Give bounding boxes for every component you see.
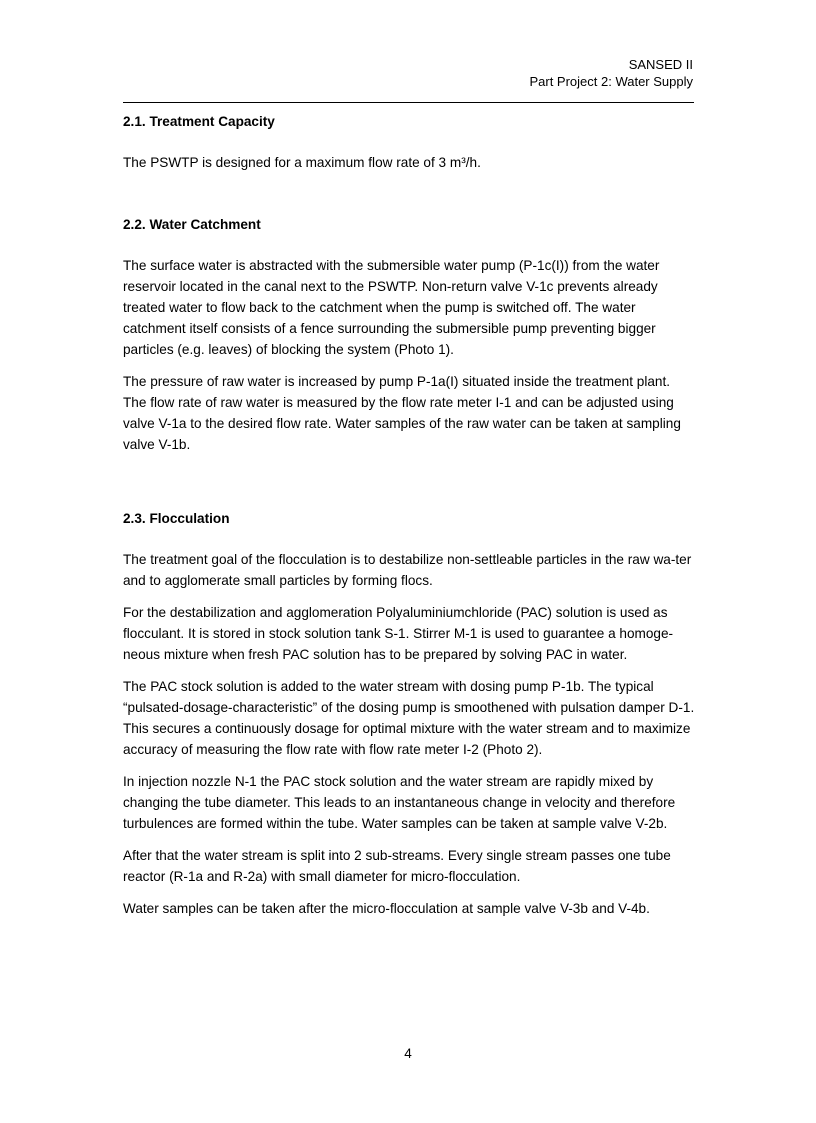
paragraph: The treatment goal of the flocculation is to destabilize non-settleable particles in the raw wa-ter and to agglomerate small particles by forming flocs. <box>123 552 692 588</box>
section-heading-water-catchment: 2.2. Water Catchment <box>123 217 261 232</box>
header-divider <box>123 102 694 103</box>
paragraph: The surface water is abstracted with the submersible water pump (P-1c(I)) from the water reservoir located in the canal next to the PSWTP. Non-return valve V-1c prevents already treated water to flow back to the catchment when the pump is switched off. The water catchment itself consists of a fence surrounding the submersible pump preventing bigger particles (e.g. leaves) of blocking the system (Photo 1). <box>123 258 660 357</box>
paragraph: Water samples can be taken after the micro-flocculation at sample valve V-3b and V-4b. <box>123 901 650 916</box>
section-heading-treatment-capacity: 2.1. Treatment Capacity <box>123 114 275 129</box>
paragraph: In injection nozzle N-1 the PAC stock solution and the water stream are rapidly mixed by changing the tube diameter. This leads to an instantaneous change in velocity and therefore turbulences are formed within the tube. Water samples can be taken at sample valve V-2b. <box>123 774 676 831</box>
page-number: 4 <box>404 1046 412 1061</box>
paragraph: The PSWTP is designed for a maximum flow rate of 3 m³/h. <box>123 155 481 170</box>
header-part-title: Part Project 2: Water Supply <box>529 74 693 89</box>
paragraph: The PAC stock solution is added to the water stream with dosing pump P-1b. The typical “pulsated-dosage-characteristic” of the dosing pump is smoothened with pulsation damper D-1. This secures a continuously dosage for optimal mixture with the water stream and to maximize accuracy of measuring the flow rate with flow rate meter I-2 (Photo 2). <box>123 679 695 757</box>
document-body <box>123 111 695 919</box>
paragraph: The pressure of raw water is increased by pump P-1a(I) situated inside the treatment plant. The flow rate of raw water is measured by the flow rate meter I-1 and can be adjusted using valve V-1a to the desired flow rate. Water samples of the raw water can be taken at sampling valve V-1b. <box>123 374 681 452</box>
paragraph: After that the water stream is split into 2 sub-streams. Every single stream passes one tube reactor (R-1a and R-2a) with small diameter for micro-flocculation. <box>123 848 671 884</box>
paragraph: For the destabilization and agglomeration Polyaluminiumchloride (PAC) solution is used as flocculant. It is stored in stock solution tank S-1. Stirrer M-1 is used to guarantee a homoge-neous mixture when fresh PAC solution has to be prepared by solving PAC in water. <box>123 605 674 662</box>
section-heading-flocculation: 2.3. Flocculation <box>123 511 230 526</box>
page-header <box>529 56 693 90</box>
header-project-title: SANSED II <box>628 57 693 72</box>
